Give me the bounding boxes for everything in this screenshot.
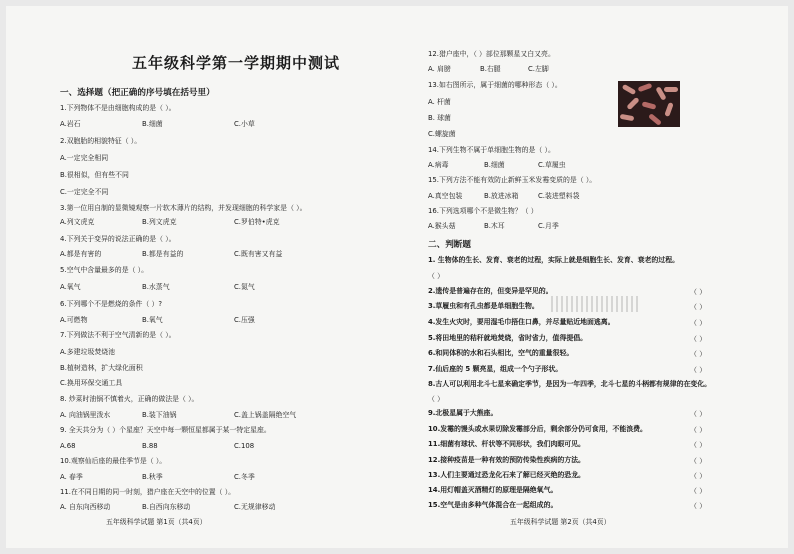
option-c: C.108 (234, 442, 255, 450)
option-a: A.68 (60, 442, 76, 450)
question-3: 3.第一位用自制的显微镜观察一片软木薄片的结构，并发现细胞的科学家是（ ）。 (60, 204, 307, 212)
question-16: 16.下列选项哪个不是微生物？（ ） (428, 207, 538, 215)
answer-blank: （ ） (690, 335, 707, 343)
question-4: 4.下列关于变异的说法正确的是（ ）。 (60, 235, 176, 243)
question-15: 15.下列方法不能有效防止新鲜玉米发霉变质的是（ ）。 (428, 176, 597, 184)
option-b: B.植树造林，扩大绿化面积 (60, 364, 143, 372)
judge-13: 13.人们主要通过恐龙化石来了解已经灭绝的恐龙。 (428, 471, 585, 479)
option-a: A. 肩膀 (428, 65, 451, 73)
exam-title: 五年级科学第一学期期中测试 (132, 54, 341, 72)
question-10: 10.观察仙后座的最佳季节是（ ）。 (60, 457, 167, 465)
judge-14: 14.用灯帽盖灭酒精灯的原理是隔绝氧气。 (428, 486, 558, 494)
judge-5: 5.将田地里的秸秆就地焚烧，省时省力，值得提倡。 (428, 334, 588, 342)
judge-1: 1. 生物体的生长、发育、衰老的过程，实际上就是细胞生长、发育、衰老的过程。 (428, 256, 679, 264)
question-14: 14.下列生物不属于单细胞生物的是（ ）。 (428, 146, 555, 154)
option-a: A.猴头菇 (428, 222, 456, 230)
answer-blank: （ ） (690, 303, 707, 311)
answer-blank: （ ） (690, 410, 707, 418)
judge-12: 12.接种疫苗是一种有效的预防传染性疾病的方法。 (428, 456, 585, 464)
option-c: C.一定完全不同 (60, 188, 109, 196)
option-c: C.装进塑料袋 (538, 192, 580, 200)
exam-sheet (6, 6, 788, 548)
question-7: 7.下列做法不利于空气清新的是（ ）。 (60, 331, 176, 339)
option-b: B.自西向东移动 (142, 503, 191, 511)
judge-15: 15.空气是由多种气体混合在一起组成的。 (428, 501, 558, 509)
judge-3: 3.草履虫和有孔虫都是单细胞生物。 (428, 302, 539, 310)
judge-11: 11.细菌有球状、杆状等不同形状，我们肉眼可见。 (428, 440, 585, 448)
option-b: B. 球菌 (428, 114, 451, 122)
judge-4: 4.发生火灾时，要用湿毛巾捂住口鼻，并尽量贴近地面逃离。 (428, 318, 615, 326)
option-a: A.可燃物 (60, 316, 88, 324)
option-a: A. 向油锅里泼水 (60, 411, 111, 419)
section-judge-heading: 二、判断题 (428, 240, 471, 250)
option-a: A.真空包装 (428, 192, 463, 200)
question-1: 1.下列物体不是由细胞构成的是（ ）。 (60, 104, 176, 112)
option-b: B.装下油锅 (142, 411, 177, 419)
option-a: A.岩石 (60, 120, 81, 128)
option-c: C.氮气 (234, 283, 255, 291)
option-b: B.细菌 (142, 120, 163, 128)
option-a: A.病毒 (428, 161, 449, 169)
option-a: A.列文虎克 (60, 218, 95, 226)
judge-10: 10.发霉的馒头或水果切除发霉部分后，剩余部分仍可食用，不能浪费。 (428, 425, 647, 433)
option-a: A. 杆菌 (428, 98, 451, 106)
answer-blank: （ ） (690, 441, 707, 449)
question-6: 6.下列哪个不是燃烧的条件（ ）? (60, 300, 162, 308)
option-a: A. 自东向西移动 (60, 503, 111, 511)
option-b: B.右腿 (480, 65, 501, 73)
option-b: B.都是有益的 (142, 250, 184, 258)
section-choice-heading: 一、选择题（把正确的序号填在括号里） (60, 88, 215, 98)
option-a: A. 春季 (60, 473, 83, 481)
answer-blank: （ ） (690, 288, 707, 296)
question-11: 11.在不同日期的同一时刻，猎户座在天空中的位置（ ）。 (60, 488, 236, 496)
option-c: C.盖上锅盖隔绝空气 (234, 411, 297, 419)
option-b: B.列文虎克 (142, 218, 177, 226)
judge-8-blank: （ ） (428, 395, 444, 403)
bacteria-micrograph-image (618, 81, 680, 127)
question-13: 13.如右图所示，属于细菌的哪种形态（ ）。 (428, 81, 562, 89)
option-a: A.氧气 (60, 283, 81, 291)
option-c: C.月季 (538, 222, 559, 230)
option-b: B.细菌 (484, 161, 505, 169)
page-1-footer: 五年级科学试题 第1页（共4页） (106, 518, 207, 526)
page-1 (60, 6, 400, 548)
judge-1-blank: （ ） (428, 272, 444, 280)
answer-blank: （ ） (690, 426, 707, 434)
question-8: 8. 炒菜时油锅不慎着火，正确的做法是（ ）。 (60, 395, 199, 403)
option-b: B.秋季 (142, 473, 163, 481)
option-a: A.多建垃圾焚烧池 (60, 348, 116, 356)
option-c: C.小草 (234, 120, 255, 128)
option-b: B.放进冰箱 (484, 192, 519, 200)
answer-blank: （ ） (690, 366, 707, 374)
option-b: B.很相似，但有些不同 (60, 171, 129, 179)
option-c: C.罗伯特•虎克 (234, 218, 280, 226)
judge-6: 6.和同体积的水和石头相比，空气的重量很轻。 (428, 349, 574, 357)
option-b: B.水蒸气 (142, 283, 170, 291)
page-2-footer: 五年级科学试题 第2页（共4页） (510, 518, 611, 526)
option-b: B.88 (142, 442, 158, 450)
option-c: C.冬季 (234, 473, 255, 481)
judge-2: 2.遗传是普遍存在的，但变异是罕见的。 (428, 287, 553, 295)
option-c: C.既有害又有益 (234, 250, 283, 258)
judge-7: 7.仙后座的 5 颗亮星，组成一个勺子形状。 (428, 365, 563, 373)
option-c: C.螺旋菌 (428, 130, 456, 138)
answer-blank: （ ） (690, 502, 707, 510)
option-c: C.换用环保交通工具 (60, 379, 123, 387)
answer-blank: （ ） (690, 350, 707, 358)
answer-blank: （ ） (690, 319, 707, 327)
judge-8: 8.古人可以利用北斗七星来确定季节，是因为一年四季，北斗七星的斗柄都有规律的在变化。 (428, 380, 712, 388)
option-c: C.无规律移动 (234, 503, 276, 511)
question-5: 5.空气中含量最多的是（ ）。 (60, 266, 149, 274)
question-9: 9. 全天共分为（ ）个星座？天空中每一颗恒星都属于某一特定星座。 (60, 426, 271, 434)
judge-9: 9.北极星属于大熊座。 (428, 409, 498, 417)
question-12: 12.猎户座中，（ ）部位那颗星又白又亮。 (428, 50, 555, 58)
option-b: B.木耳 (484, 222, 505, 230)
page-2 (428, 6, 768, 548)
question-2: 2.双胞胎的相貌特征（ ）。 (60, 137, 142, 145)
option-c: C.草履虫 (538, 161, 566, 169)
option-c: C.左脚 (528, 65, 549, 73)
option-b: B.氧气 (142, 316, 163, 324)
option-a: A.一定完全相同 (60, 154, 109, 162)
scan-smudge (551, 296, 641, 312)
answer-blank: （ ） (690, 487, 707, 495)
answer-blank: （ ） (690, 472, 707, 480)
option-a: A.都是有害的 (60, 250, 102, 258)
answer-blank: （ ） (690, 457, 707, 465)
option-c: C.压强 (234, 316, 255, 324)
